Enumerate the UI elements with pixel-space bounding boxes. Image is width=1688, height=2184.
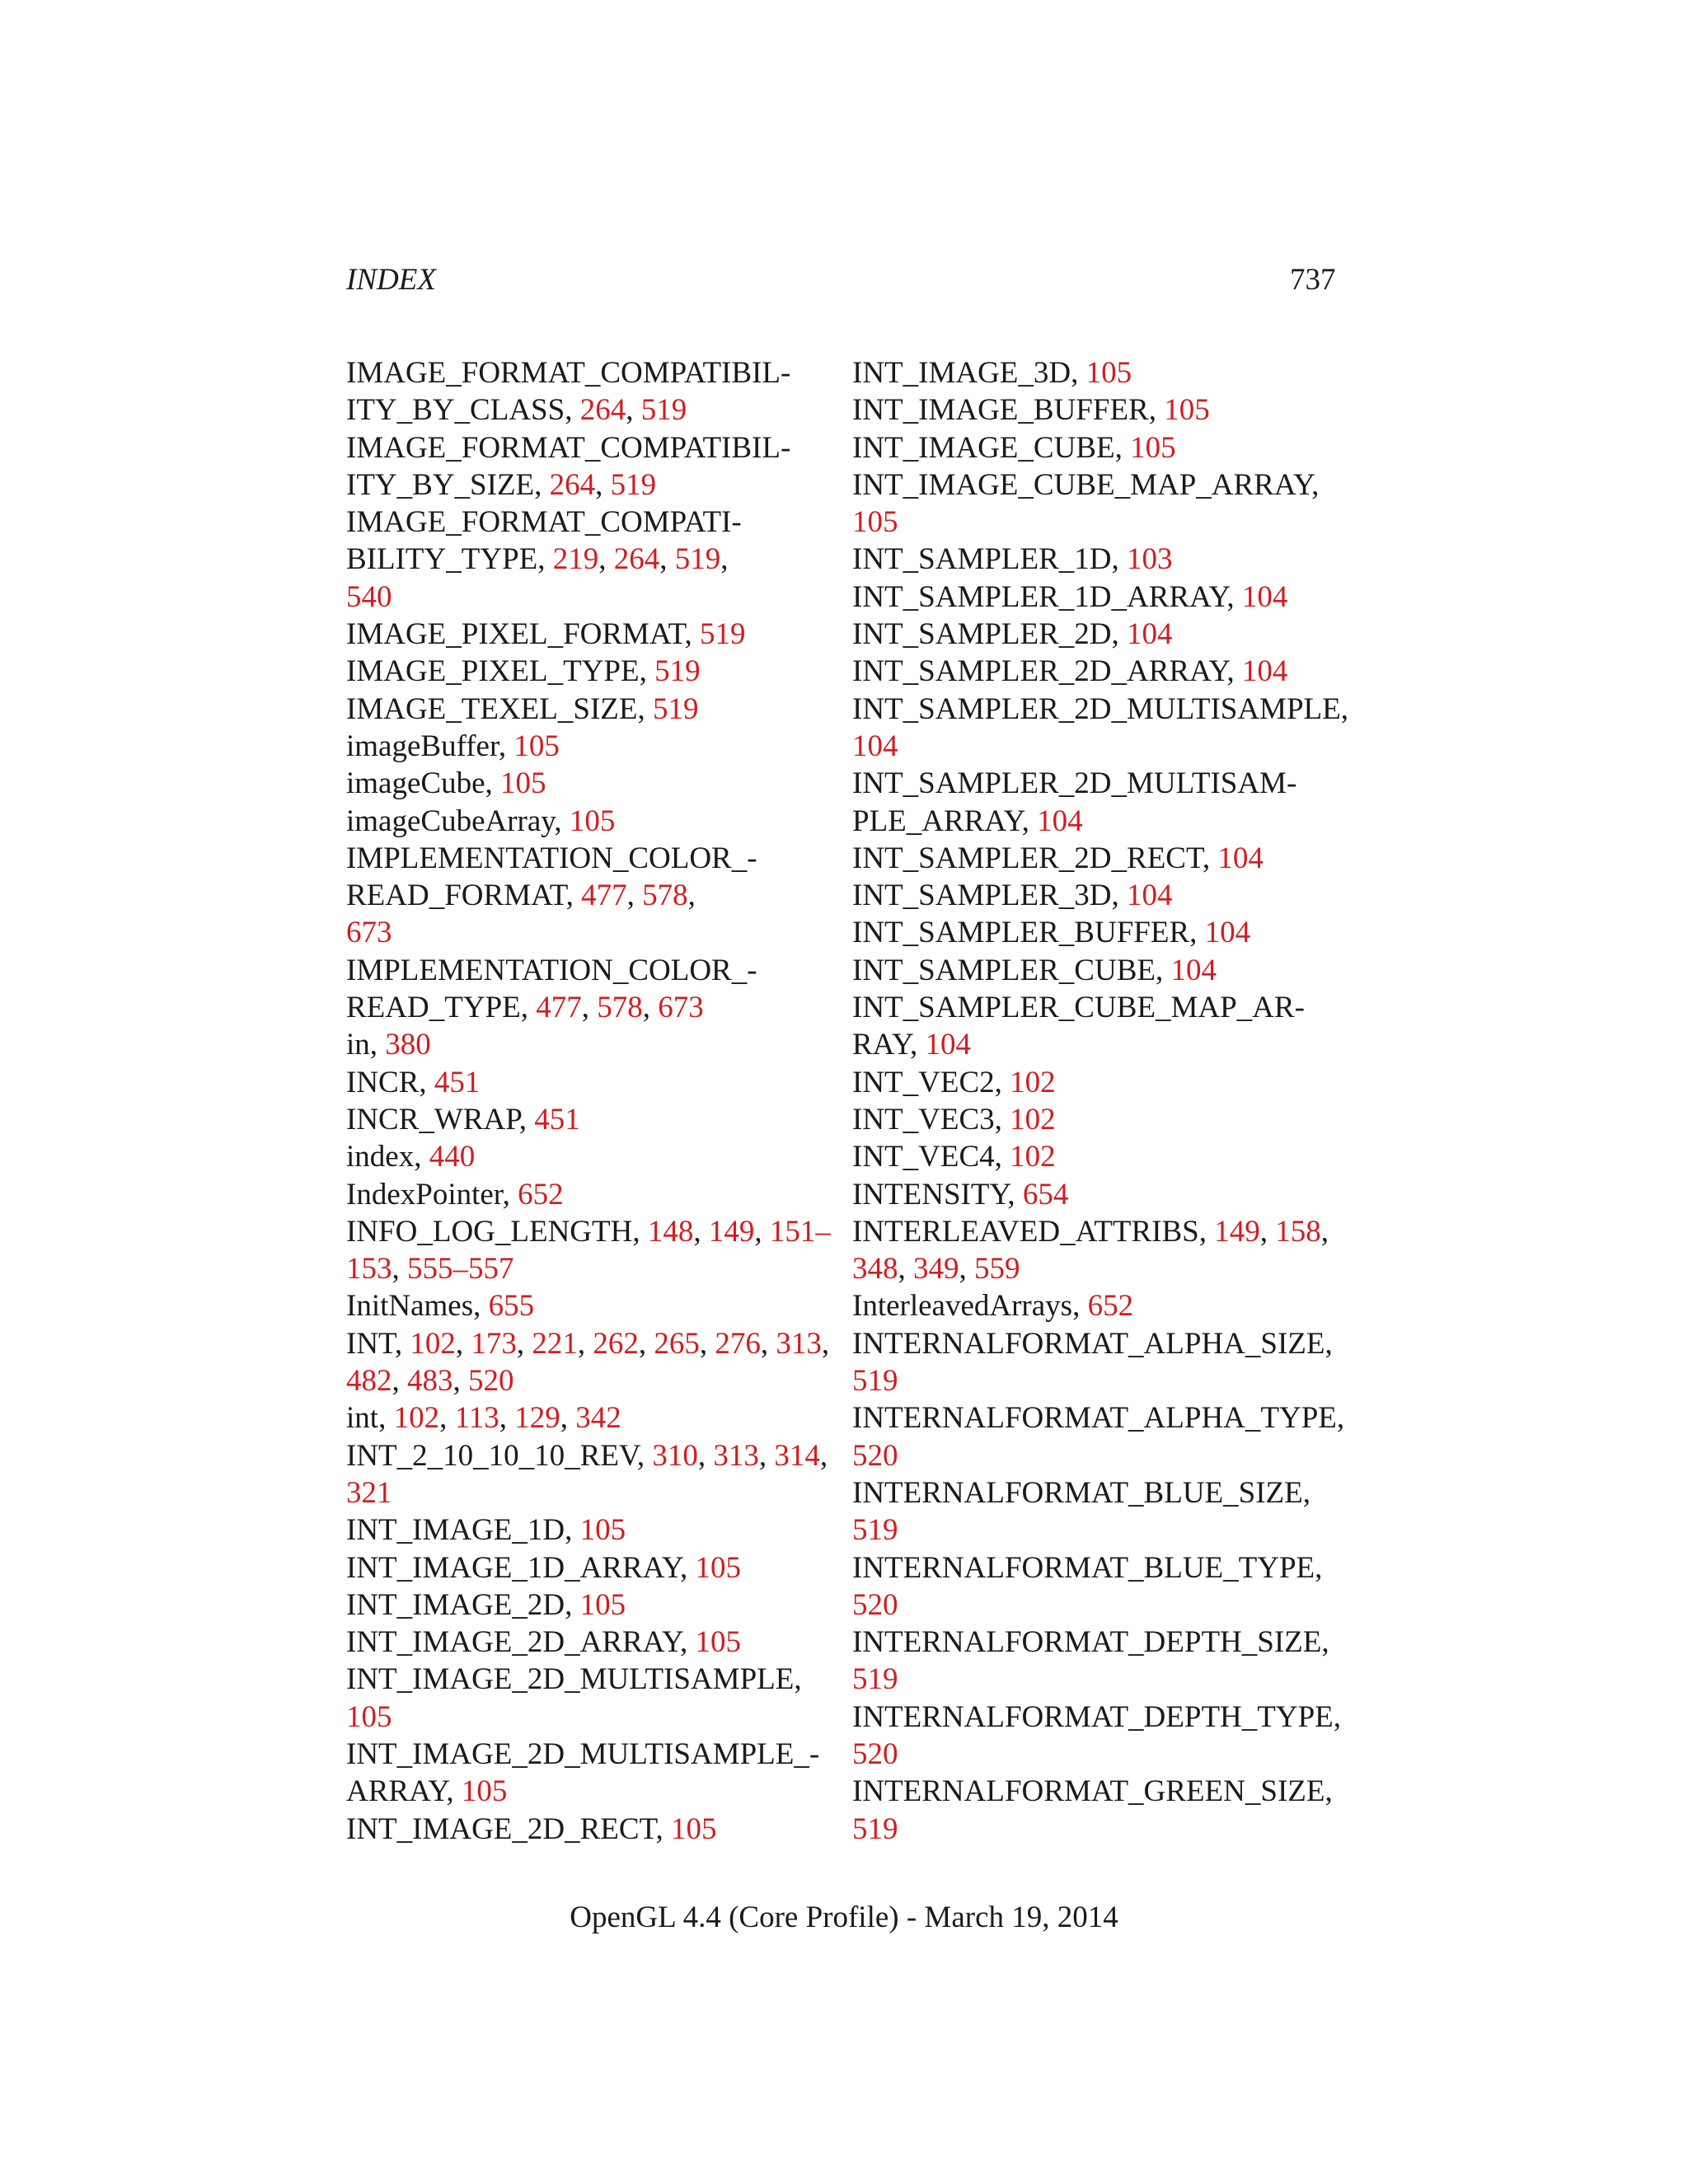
page-ref-link[interactable]: 673: [658, 991, 704, 1025]
index-entry: INFO_LOG_LENGTH, 148, 149, 151– 153, 555–557: [346, 1214, 831, 1286]
page-ref-link[interactable]: 451: [434, 1065, 481, 1099]
page-ref-link[interactable]: 265: [654, 1326, 700, 1361]
index-entry: INT_SAMPLER_1D, 103: [852, 542, 1173, 577]
page-ref-link[interactable]: 105: [569, 804, 616, 838]
page-ref-link[interactable]: 149: [1214, 1214, 1260, 1249]
index-entry: INT_VEC3, 102: [852, 1102, 1056, 1137]
index-term: INT_SAMPLER_2D_MULTISAMPLE: [852, 691, 1341, 726]
page-ref-link[interactable]: 313: [776, 1326, 822, 1361]
index-term: INT_SAMPLER_BUFFER: [852, 916, 1190, 950]
index-entry: INT_SAMPLER_BUFFER, 104: [852, 916, 1251, 950]
page-ref-link[interactable]: 221: [532, 1326, 578, 1361]
index-term: IMAGE_PIXEL_TYPE: [346, 654, 640, 689]
page-ref-link[interactable]: 105: [695, 1625, 741, 1660]
page-ref-link[interactable]: 264: [613, 542, 660, 577]
page-ref-link[interactable]: 219: [552, 542, 599, 577]
page-ref-link[interactable]: 519: [640, 393, 687, 428]
page-ref-link[interactable]: 654: [1022, 1177, 1069, 1212]
page-ref-link[interactable]: 482: [346, 1364, 392, 1399]
index-entry: INTERNALFORMAT_DEPTH_SIZE, 519: [852, 1625, 1329, 1697]
page-ref-link[interactable]: 477: [536, 991, 582, 1025]
page-ref-link[interactable]: 262: [593, 1326, 639, 1361]
index-entry: INT_SAMPLER_2D, 104: [852, 617, 1173, 652]
index-entry: IMAGE_PIXEL_TYPE, 519: [346, 654, 701, 689]
index-term: int: [346, 1401, 379, 1436]
page-ref-link[interactable]: 673: [346, 916, 392, 950]
page-ref-link[interactable]: 158: [1275, 1214, 1321, 1249]
page-ref-link[interactable]: 520: [852, 1587, 898, 1622]
page-ref-link[interactable]: 578: [597, 991, 643, 1025]
page-ref-link[interactable]: 104: [1127, 879, 1173, 913]
page-ref-link[interactable]: 655: [488, 1289, 535, 1324]
index-term: INTENSITY: [852, 1177, 1008, 1212]
index-entry: INT_VEC4, 102: [852, 1140, 1056, 1174]
index-term: INTERNALFORMAT_ALPHA_TYPE: [852, 1401, 1337, 1436]
index-entry: INT_VEC2, 102: [852, 1065, 1056, 1099]
index-entry: INT_2_10_10_10_REV, 310, 313, 314, 321: [346, 1438, 828, 1510]
page-ref-link[interactable]: 113: [454, 1401, 499, 1436]
index-term: IMAGE_TEXEL_SIZE: [346, 691, 638, 726]
index-entry: IMAGE_FORMAT_COMPATI- BILITY_TYPE, 219, 264, 519, 540: [346, 505, 742, 614]
page-ref-link[interactable]: 102: [1010, 1065, 1056, 1099]
page-ref-link[interactable]: 483: [407, 1364, 453, 1399]
index-term: IMAGE_PIXEL_FORMAT: [346, 617, 685, 652]
index-term: INFO_LOG_LENGTH: [346, 1214, 633, 1249]
index-term: INT_SAMPLER_3D: [852, 879, 1112, 913]
index-entry: IndexPointer, 652: [346, 1177, 564, 1212]
page-ref-link[interactable]: 104: [1217, 841, 1264, 875]
page-ref-link[interactable]: 102: [393, 1401, 440, 1436]
index-term: INT_IMAGE_2D_MULTISAMPLE: [346, 1662, 795, 1697]
page-ref-link[interactable]: 559: [974, 1252, 1020, 1286]
page-ref-link[interactable]: 519: [852, 1811, 898, 1846]
index-entry: INT_SAMPLER_3D, 104: [852, 879, 1173, 913]
index-term: INT_VEC3: [852, 1102, 995, 1137]
index-term-continued: READ_TYPE: [346, 991, 521, 1025]
index-entry: INTERNALFORMAT_DEPTH_TYPE, 520: [852, 1699, 1342, 1771]
index-entry: INTERNALFORMAT_ALPHA_TYPE, 520: [852, 1401, 1345, 1473]
page-ref-link[interactable]: 519: [699, 617, 746, 652]
page-ref-link[interactable]: 440: [429, 1140, 476, 1174]
index-entry: INT_SAMPLER_CUBE_MAP_AR- RAY, 104: [852, 991, 1305, 1062]
index-entry: imageCubeArray, 105: [346, 804, 616, 838]
index-entry: INT_IMAGE_2D, 105: [346, 1587, 626, 1622]
index-entry: INTERNALFORMAT_BLUE_TYPE, 520: [852, 1550, 1323, 1622]
page-ref-link[interactable]: 349: [913, 1252, 959, 1286]
page-ref-link[interactable]: 519: [674, 542, 721, 577]
page-ref-link[interactable]: 477: [581, 879, 627, 913]
index-term-continued: ARRAY: [346, 1774, 447, 1809]
index-term: IMAGE_FORMAT_COMPATI-: [346, 505, 742, 540]
page-ref-link[interactable]: 105: [695, 1550, 741, 1585]
page-ref-link[interactable]: 149: [708, 1214, 755, 1249]
index-entry: INT_IMAGE_1D, 105: [346, 1513, 626, 1548]
index-term-continued: RAY: [852, 1028, 910, 1062]
page-ref-link[interactable]: 105: [852, 505, 898, 540]
index-entry: INT_SAMPLER_1D_ARRAY, 104: [852, 579, 1288, 614]
index-term: INTERNALFORMAT_DEPTH_SIZE: [852, 1625, 1322, 1660]
index-entry: in, 380: [346, 1028, 431, 1062]
page-ref-link[interactable]: 380: [385, 1028, 431, 1062]
index-entry: INTERLEAVED_ATTRIBS, 149, 158, 348, 349, 559: [852, 1214, 1329, 1286]
page-ref-link[interactable]: 105: [579, 1513, 626, 1548]
page-ref-link[interactable]: 129: [514, 1401, 560, 1436]
index-term: INT_IMAGE_CUBE: [852, 430, 1115, 465]
index-term: INT_SAMPLER_1D_ARRAY: [852, 579, 1227, 614]
index-entry: INTERNALFORMAT_BLUE_SIZE, 519: [852, 1475, 1311, 1548]
index-entry: int, 102, 113, 129, 342: [346, 1401, 621, 1436]
index-term: INT_2_10_10_10_REV: [346, 1438, 637, 1473]
page-ref-link[interactable]: 652: [518, 1177, 564, 1212]
index-term: INT_SAMPLER_CUBE: [852, 953, 1156, 987]
page-ref-link[interactable]: 342: [575, 1401, 621, 1436]
index-entry: INCR_WRAP, 451: [346, 1102, 580, 1137]
index-entry: INT_IMAGE_2D_RECT, 105: [346, 1811, 717, 1846]
index-term: INT_IMAGE_2D: [346, 1587, 565, 1622]
index-term-continued: ITY_BY_CLASS: [346, 393, 565, 428]
page-footer: OpenGL 4.4 (Core Profile) - March 19, 2014: [570, 1900, 1118, 1934]
index-term: INCR_WRAP: [346, 1102, 519, 1137]
index-term: INT_SAMPLER_1D: [852, 542, 1112, 577]
index-entry: INT_IMAGE_CUBE, 105: [852, 430, 1176, 465]
index-entry: INT_SAMPLER_2D_RECT, 104: [852, 841, 1264, 875]
page-ref-link[interactable]: 104: [925, 1028, 971, 1062]
index-term: imageBuffer: [346, 729, 499, 763]
index-entry: IMPLEMENTATION_COLOR_- READ_TYPE, 477, 578, 673: [346, 953, 757, 1025]
page-ref-link[interactable]: 519: [654, 654, 701, 689]
index-column-left: [346, 354, 831, 1848]
index-term: INT_IMAGE_2D_ARRAY: [346, 1625, 680, 1660]
page-ref-link[interactable]: 102: [410, 1326, 456, 1361]
index-term: INT_IMAGE_1D_ARRAY: [346, 1550, 680, 1585]
index-term: index: [346, 1140, 415, 1174]
index-term: INT_SAMPLER_2D_MULTISAM-: [852, 766, 1297, 801]
index-term-continued: PLE_ARRAY: [852, 804, 1022, 838]
page-ref-link[interactable]: 105: [579, 1587, 626, 1622]
index-term-continued: ITY_BY_SIZE: [346, 467, 535, 502]
index-term: InterleavedArrays: [852, 1289, 1073, 1324]
index-term: IMAGE_FORMAT_COMPATIBIL-: [346, 356, 791, 390]
page-ref-link[interactable]: 173: [471, 1326, 517, 1361]
index-term: InitNames: [346, 1289, 474, 1324]
index-term-continued: BILITY_TYPE: [346, 542, 538, 577]
page-ref-link[interactable]: 578: [642, 879, 688, 913]
index-entry: INT_SAMPLER_2D_MULTISAM- PLE_ARRAY, 104: [852, 766, 1297, 838]
page-ref-link[interactable]: 276: [715, 1326, 761, 1361]
page-ref-link[interactable]: 520: [852, 1736, 898, 1771]
page-ref-link[interactable]: 105: [1130, 430, 1176, 465]
page-ref-link[interactable]: 105: [1164, 393, 1210, 428]
index-entry: imageBuffer, 105: [346, 729, 560, 763]
page-ref-link[interactable]: 104: [1170, 953, 1217, 987]
index-term: INT_IMAGE_CUBE_MAP_ARRAY: [852, 467, 1312, 502]
page-ref-link[interactable]: 519: [852, 1662, 898, 1697]
page-ref-link[interactable]: 102: [1010, 1102, 1056, 1137]
index-term: INT_IMAGE_2D_MULTISAMPLE_-: [346, 1736, 820, 1771]
running-header-title: INDEX: [346, 263, 436, 297]
page-ref-link[interactable]: 102: [1010, 1140, 1056, 1174]
index-term: IMAGE_FORMAT_COMPATIBIL-: [346, 430, 791, 465]
index-term: INT_SAMPLER_2D_ARRAY: [852, 654, 1227, 689]
index-entry: INT_IMAGE_2D_ARRAY, 105: [346, 1625, 741, 1660]
page-ref-link[interactable]: 520: [468, 1364, 514, 1399]
page-ref-link[interactable]: 104: [1241, 654, 1288, 689]
index-term: INCR: [346, 1065, 420, 1099]
index-term: INT_SAMPLER_2D: [852, 617, 1112, 652]
index-entry: INT_IMAGE_BUFFER, 105: [852, 393, 1210, 428]
index-term: imageCube: [346, 766, 485, 801]
index-entry: INT_IMAGE_1D_ARRAY, 105: [346, 1550, 741, 1585]
index-term: INT_IMAGE_BUFFER: [852, 393, 1149, 428]
index-term: INTERNALFORMAT_BLUE_SIZE: [852, 1475, 1303, 1510]
page-ref-link[interactable]: 321: [346, 1475, 392, 1510]
page-ref-link[interactable]: 104: [852, 729, 898, 763]
index-entry: InterleavedArrays, 652: [852, 1289, 1134, 1324]
page-ref-link[interactable]: 104: [1037, 804, 1083, 838]
page-ref-link[interactable]: 105: [670, 1811, 717, 1846]
index-entry: IMPLEMENTATION_COLOR_- READ_FORMAT, 477, 578, 673: [346, 841, 757, 950]
index-entry: imageCube, 105: [346, 766, 546, 801]
index-term: INTERNALFORMAT_BLUE_TYPE: [852, 1550, 1315, 1585]
page-ref-link[interactable]: 104: [1241, 579, 1288, 614]
index-entry: INTERNALFORMAT_ALPHA_SIZE, 519: [852, 1326, 1333, 1399]
page-ref-link[interactable]: 652: [1087, 1289, 1134, 1324]
index-term: INT_IMAGE_1D: [346, 1513, 565, 1548]
page-ref-link[interactable]: 519: [610, 467, 657, 502]
index-term: INT_SAMPLER_2D_RECT: [852, 841, 1203, 875]
index-term: INT_IMAGE_3D: [852, 356, 1071, 390]
index-entry: INT_SAMPLER_CUBE, 104: [852, 953, 1217, 987]
page-ref-link[interactable]: 520: [852, 1438, 898, 1473]
page-ref-link[interactable]: 103: [1127, 542, 1173, 577]
page-ref-link[interactable]: 314: [774, 1438, 820, 1473]
index-term: INTERNALFORMAT_DEPTH_TYPE: [852, 1699, 1334, 1734]
index-entry: INT_IMAGE_CUBE_MAP_ARRAY, 105: [852, 467, 1320, 540]
page-ref-link[interactable]: 313: [713, 1438, 759, 1473]
index-entry: INT_IMAGE_2D_MULTISAMPLE_- ARRAY, 105: [346, 1736, 820, 1809]
page-ref-link[interactable]: 540: [346, 579, 392, 614]
index-term-continued: READ_FORMAT: [346, 879, 566, 913]
index-entry: index, 440: [346, 1140, 476, 1174]
index-term: IMPLEMENTATION_COLOR_-: [346, 953, 757, 987]
page-ref-link[interactable]: 348: [852, 1252, 898, 1286]
index-entry: IMAGE_FORMAT_COMPATIBIL- ITY_BY_CLASS, 264, 519: [346, 356, 791, 428]
index-term: imageCubeArray: [346, 804, 555, 838]
page-number: 737: [1290, 263, 1336, 297]
index-term: in: [346, 1028, 370, 1062]
index-entry: INTERNALFORMAT_GREEN_SIZE, 519: [852, 1774, 1333, 1846]
index-column-right: [852, 354, 1348, 1848]
index-entry: INT, 102, 173, 221, 262, 265, 276, 313, 482, 483, 520: [346, 1326, 830, 1399]
page-ref-link[interactable]: 148: [647, 1214, 694, 1249]
index-entry: INT_SAMPLER_2D_MULTISAMPLE, 104: [852, 691, 1348, 763]
page-ref-link[interactable]: 153: [346, 1252, 392, 1286]
index-entry: IMAGE_FORMAT_COMPATIBIL- ITY_BY_SIZE, 264, 519: [346, 430, 791, 502]
page-ref-link[interactable]: 555–557: [407, 1252, 514, 1286]
page-ref-link[interactable]: 105: [346, 1699, 392, 1734]
page-ref-link[interactable]: 105: [461, 1774, 508, 1809]
page-ref-link[interactable]: 519: [653, 691, 699, 726]
page-ref-link[interactable]: 104: [1204, 916, 1251, 950]
page-ref-link[interactable]: 310: [652, 1438, 698, 1473]
page-ref-link[interactable]: 519: [852, 1513, 898, 1548]
index-term: INTERNALFORMAT_ALPHA_SIZE: [852, 1326, 1325, 1361]
index-term: INTERNALFORMAT_GREEN_SIZE: [852, 1774, 1325, 1809]
index-entry: InitNames, 655: [346, 1289, 535, 1324]
index-term: IMPLEMENTATION_COLOR_-: [346, 841, 757, 875]
index-term: INTERLEAVED_ATTRIBS: [852, 1214, 1199, 1249]
index-term: IndexPointer: [346, 1177, 503, 1212]
page-ref-link[interactable]: 264: [579, 393, 626, 428]
index-entry: IMAGE_TEXEL_SIZE, 519: [346, 691, 699, 726]
index-term: INT: [346, 1326, 395, 1361]
page-ref-link[interactable]: 451: [534, 1102, 580, 1137]
page-ref-link[interactable]: 105: [513, 729, 560, 763]
index-entry: INT_IMAGE_2D_MULTISAMPLE, 105: [346, 1662, 802, 1734]
page-ref-link[interactable]: 105: [1085, 356, 1132, 390]
index-entry: IMAGE_PIXEL_FORMAT, 519: [346, 617, 746, 652]
index-entry: INT_SAMPLER_2D_ARRAY, 104: [852, 654, 1288, 689]
index-entry: INT_IMAGE_3D, 105: [852, 356, 1132, 390]
index-term: INT_VEC2: [852, 1065, 995, 1099]
page-ref-link[interactable]: 264: [549, 467, 596, 502]
index-term: INT_IMAGE_2D_RECT: [346, 1811, 656, 1846]
page-ref-link[interactable]: 519: [852, 1364, 898, 1399]
page-ref-link[interactable]: 151–: [769, 1214, 831, 1249]
index-term: INT_SAMPLER_CUBE_MAP_AR-: [852, 991, 1305, 1025]
page-ref-link[interactable]: 105: [500, 766, 546, 801]
page-ref-link[interactable]: 104: [1127, 617, 1173, 652]
index-term: INT_VEC4: [852, 1140, 995, 1174]
index-entry: INCR, 451: [346, 1065, 481, 1099]
index-entry: INTENSITY, 654: [852, 1177, 1069, 1212]
